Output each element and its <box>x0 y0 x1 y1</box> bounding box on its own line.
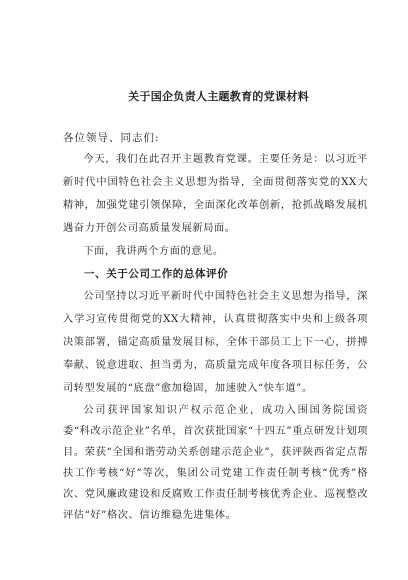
paragraph-intro: 今天，我们在此召开主题教育党课。主要任务是：以习近平新时代中国特色社会主义思想为指导，全面贯彻落实党的XX大精神，加强党建引领保障，全面深化改革创新，抢抓战略发展机遇奋力开创公司高质量发展新局面。 <box>63 154 368 234</box>
document-title: 关于国企负责人主题教育的党课材料 <box>128 90 309 103</box>
paragraph-honors: 公司获评国家知识产权示范企业，成功入围国务院国资委“科改示范企业”名单，首次获批国家“十四五”重点研发计划项目。荣获“全国和谐劳动关系创建示范企业”，获评陕西省定点帮扶工作考核“好”等次，集团公司党建工作责任制考核“优秀”格次、党风廉政建设和反腐败工作责任制考核优秀企业、巡视整改评估“好”格次、信访维稳先进集体。 <box>63 405 368 521</box>
paragraph-outline: 下面，我讲两个方面的意见。 <box>83 246 224 257</box>
salutation: 各位领导、同志们: <box>63 132 160 144</box>
section-heading: 一、关于公司工作的总体评价 <box>84 268 229 280</box>
paragraph-evaluation: 公司坚持以习近平新时代中国特色社会主义思想为指导，深入学习宣传贯彻党的XX大精神，认真贯彻落实中央和上级各项决策部署，锚定高质量发展目标，全体干部员工上下一心，拼搏奉献、锐意进取、担当勇为，高质量完成年度各项目标任务，公司转型发展的“底盘”愈加稳固，加速驶入“快车道”。 <box>63 291 368 394</box>
